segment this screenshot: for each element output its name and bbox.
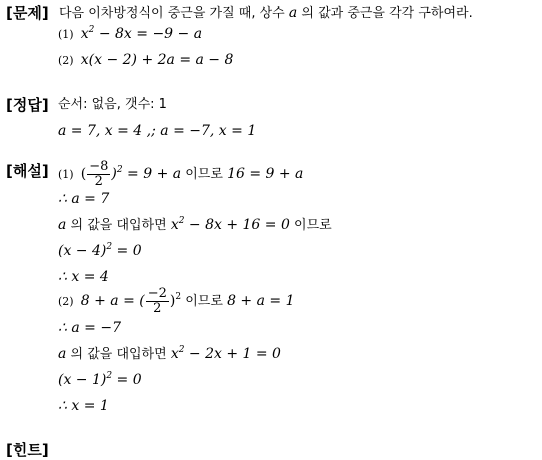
- explanation-l8-eq: $x^2 - 2x + 1 = 0$: [170, 345, 281, 362]
- explanation-l3-text: 의 값을 대입하면: [70, 218, 167, 233]
- explanation-line-9: [58, 371, 142, 390]
- explanation-line-2: [58, 190, 109, 209]
- explanation-l1-frac-den: 2: [94, 174, 103, 189]
- explanation-l5: ∴ x = 4: [58, 269, 109, 285]
- explanation-line-3: [58, 216, 332, 235]
- explanation-l8-var: a: [58, 346, 67, 362]
- explanation-l6-eq2: 8 + a = 1: [227, 293, 295, 309]
- answer-order-count: [58, 96, 167, 114]
- explanation-l1-open-paren: (: [80, 166, 87, 182]
- problem-statement-pre: 다음 이차방정식이 중근을 가질 때, 상수: [59, 6, 285, 21]
- explanation-line-7: [58, 319, 121, 338]
- hint-label: [힌트]: [6, 441, 49, 459]
- explanation-l1-eq2: 16 = 9 + a: [227, 166, 304, 182]
- explanation-l3-eq: $x^2 - 8x + 16 = 0$: [170, 216, 290, 233]
- explanation-label: [해설]: [6, 162, 49, 180]
- explanation-l1-frac-num: −8: [89, 159, 109, 174]
- answer-values-text: a = 7, x = 4 ,; a = −7, x = 1: [58, 123, 257, 139]
- explanation-l7: ∴ a = −7: [58, 320, 121, 336]
- problem-statement-var: a: [288, 5, 298, 21]
- explanation-l2: ∴ a = 7: [58, 191, 110, 207]
- explanation-line-6: [58, 287, 295, 316]
- explanation-l3-var: a: [58, 217, 67, 233]
- explanation-l1-rest: )$^2$ = 9 + a: [111, 165, 182, 182]
- explanation-l10: ∴ x = 1: [58, 398, 109, 414]
- problem-item-1-equation: $x^2 - 8x = -9 - a$: [80, 25, 203, 42]
- explanation-l1-fraction: [87, 160, 110, 189]
- answer-label: [정답]: [6, 96, 49, 114]
- problem-statement: [59, 4, 473, 23]
- problem-label: [문제]: [6, 4, 49, 22]
- problem-item-1: [58, 25, 202, 44]
- explanation-item-2-number: (2): [58, 295, 74, 308]
- explanation-l6-pre: 8 + a = (: [80, 293, 145, 309]
- problem-item-2-equation: x(x − 2) + 2a = a − 8: [80, 52, 234, 68]
- explanation-item-1-number: (1): [58, 168, 74, 181]
- explanation-line-1: [58, 160, 303, 189]
- explanation-line-4: [58, 242, 142, 261]
- explanation-l6-frac-num: −2: [147, 286, 167, 301]
- problem-item-1-number: (1): [58, 28, 74, 41]
- explanation-l9: $(x - 1)^2 = 0$: [58, 371, 142, 388]
- explanation-line-8: [58, 345, 281, 364]
- explanation-l4: $(x - 4)^2 = 0$: [58, 242, 142, 259]
- explanation-l1-text: 이므로: [185, 167, 223, 182]
- answer-values: [58, 122, 256, 141]
- explanation-l3-text2: 이므로: [294, 218, 332, 233]
- explanation-line-5: [58, 268, 109, 287]
- explanation-l6-frac-den: 2: [153, 301, 162, 316]
- explanation-l6-fraction: [146, 287, 169, 316]
- explanation-l6-rest: )$^2$: [169, 292, 182, 309]
- explanation-line-10: [58, 397, 109, 416]
- problem-statement-post: 의 값과 중근을 각각 구하여라.: [301, 6, 473, 21]
- explanation-l6-text: 이므로: [185, 294, 223, 309]
- problem-item-2-number: (2): [58, 54, 74, 67]
- problem-item-2: [58, 51, 233, 70]
- explanation-l8-text: 의 값을 대입하면: [70, 347, 167, 362]
- answer-order-text: 순서: 없음, 갯수: 1: [58, 97, 167, 112]
